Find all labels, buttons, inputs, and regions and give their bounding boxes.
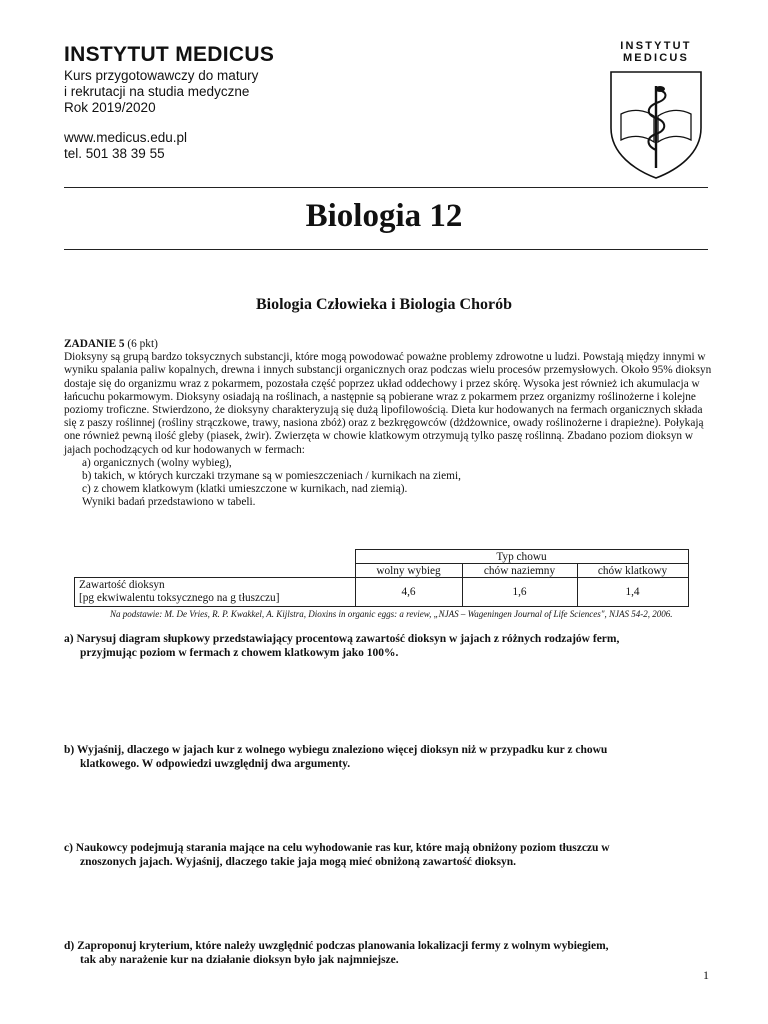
course-line-1: Kurs przygotowawczy do matury: [64, 68, 259, 83]
question-c-line-1: c) Naukowcy podejmują starania mające na celu wyhodowanie ras kur, które mają obniżony poziom tłuszczu w: [64, 842, 610, 854]
row-header: [75, 578, 356, 607]
task-body: [64, 338, 714, 510]
question-d-line-1: d) Zaproponuj kryterium, które należy uwzględnić podczas planowania lokalizacji fermy z wolnym wybiegiem,: [64, 940, 609, 952]
logo-text-line-1: INSTYTUT: [620, 40, 692, 52]
table-group-header: Typ chowu: [355, 550, 688, 564]
question-d: [64, 939, 714, 967]
value-barn: 1,6: [462, 578, 577, 607]
value-cage: 1,4: [577, 578, 688, 607]
source-citation: Na podstawie: M. De Vries, R. P. Kwakkel, A. Kijlstra, Dioxins in organic eggs: a review, „NJAS – Wageningen Journal of Life Sciences", NJAS 54-2, 2006.: [110, 609, 673, 619]
header-divider-top: [64, 187, 708, 188]
caduceus-shield-icon: [607, 68, 705, 180]
list-item-b: b) takich, w których kurczaki trzymane są w pomieszczeniach / kurnikach na ziemi,: [82, 470, 461, 483]
list-item-a: a) organicznych (wolny wybieg),: [82, 456, 232, 469]
section-title: Biologia Człowieka i Biologia Chorób: [255, 296, 512, 313]
document-title: Biologia 12: [305, 198, 463, 234]
question-b-line-1: b) Wyjaśnij, dlaczego w jajach kur z wolnego wybiegu znaleziono więcej dioksyn niż w przypadku kur z chowu: [64, 744, 608, 756]
question-b: [64, 743, 714, 771]
header-divider-bottom: [64, 249, 708, 250]
year-line: Rok 2019/2020: [64, 100, 156, 115]
column-header-free-range: wolny wybieg: [355, 564, 462, 578]
results-table: [74, 549, 689, 607]
question-b-line-2: klatkowego. W odpowiedzi uwzględnij dwa argumenty.: [80, 758, 351, 770]
page-number: 1: [703, 968, 709, 982]
course-line-2: i rekrutacji na studia medyczne: [64, 84, 250, 99]
question-c: [64, 841, 714, 869]
question-a: [64, 632, 714, 660]
list-item-c: c) z chowem klatkowym (klatki umieszczone w kurnikach, nad ziemią).: [82, 483, 408, 496]
institute-logo: [604, 40, 708, 180]
question-a-line-2: przyjmując poziom w fermach z chowem klatkowym jako 100%.: [80, 647, 399, 659]
row-header-line-2: [pg ekwiwalentu toksycznego na g tłuszczu]: [79, 592, 280, 604]
task-heading: [64, 338, 714, 351]
column-header-barn: chów naziemny: [462, 564, 577, 578]
task-label: ZADANIE 5: [64, 338, 125, 350]
question-a-line-1: a) Narysuj diagram słupkowy przedstawiający procentową zawartość dioksyn w jajach z różnych rodzajów ferm,: [64, 633, 620, 645]
institute-header: [64, 42, 274, 162]
question-d-line-2: tak aby narażenie kur na działanie dioksyn było jak najmniejsze.: [80, 954, 399, 966]
phone-number: tel. 501 38 39 55: [64, 146, 165, 161]
task-points: (6 pkt): [127, 338, 158, 350]
table-row: [75, 578, 689, 607]
column-header-cage: chów klatkowy: [577, 564, 688, 578]
institute-name: INSTYTUT MEDICUS: [64, 43, 275, 66]
question-c-line-2: znoszonych jajach. Wyjaśnij, dlaczego takie jaja mogą mieć obniżoną zawartość dioksyn.: [80, 856, 517, 868]
logo-text-line-2: MEDICUS: [622, 52, 690, 64]
value-free-range: 4,6: [355, 578, 462, 607]
results-intro: Wyniki badań przedstawiono w tabeli.: [82, 496, 256, 509]
task-paragraph: Dioksyny są grupą bardzo toksycznych substancji, które mogą powodować poważne problemy zdrowotne u ludzi. Powstają między innymi w wyniku spalania paliw kopalnych, drewna i innych substancji organicznych oraz podczas wielu procesów przemysłowych. Około 95% dioksyn dostaje się do organizmu wraz z pokarmem, pozostała część poprzez układ oddechowy i przez skórę. Wysoka jest również ich akumulacja w łańcuchu pokarmowym. Dioksyny osiadają na roślinach, a następnie są pobierane wraz z pokarmem przez organizmy roślinożerne i kolejne poziomy troficzne. Stwierdzono, że dioksyny charakteryzują się dużą lipofilowością. Dieta kur hodowanych na fermach organicznych składa się z paszy roślinnej (rośliny strączkowe, trawy, nasiona zbóż) oraz z bezkręgowców (dżdżownice, owady roślinożerne i drapieżne). Połykają one również pewną ilość gleby (piasek, żwir). Zwierzęta w chowie klatkowym otrzymują tylko paszę roślinną. Zbadano poziom dioksyn w jajach pochodzących od kur hodowanych w fermach:: [64, 351, 712, 456]
website-link[interactable]: www.medicus.edu.pl: [64, 130, 188, 145]
row-header-line-1: Zawartość dioksyn: [79, 579, 165, 591]
